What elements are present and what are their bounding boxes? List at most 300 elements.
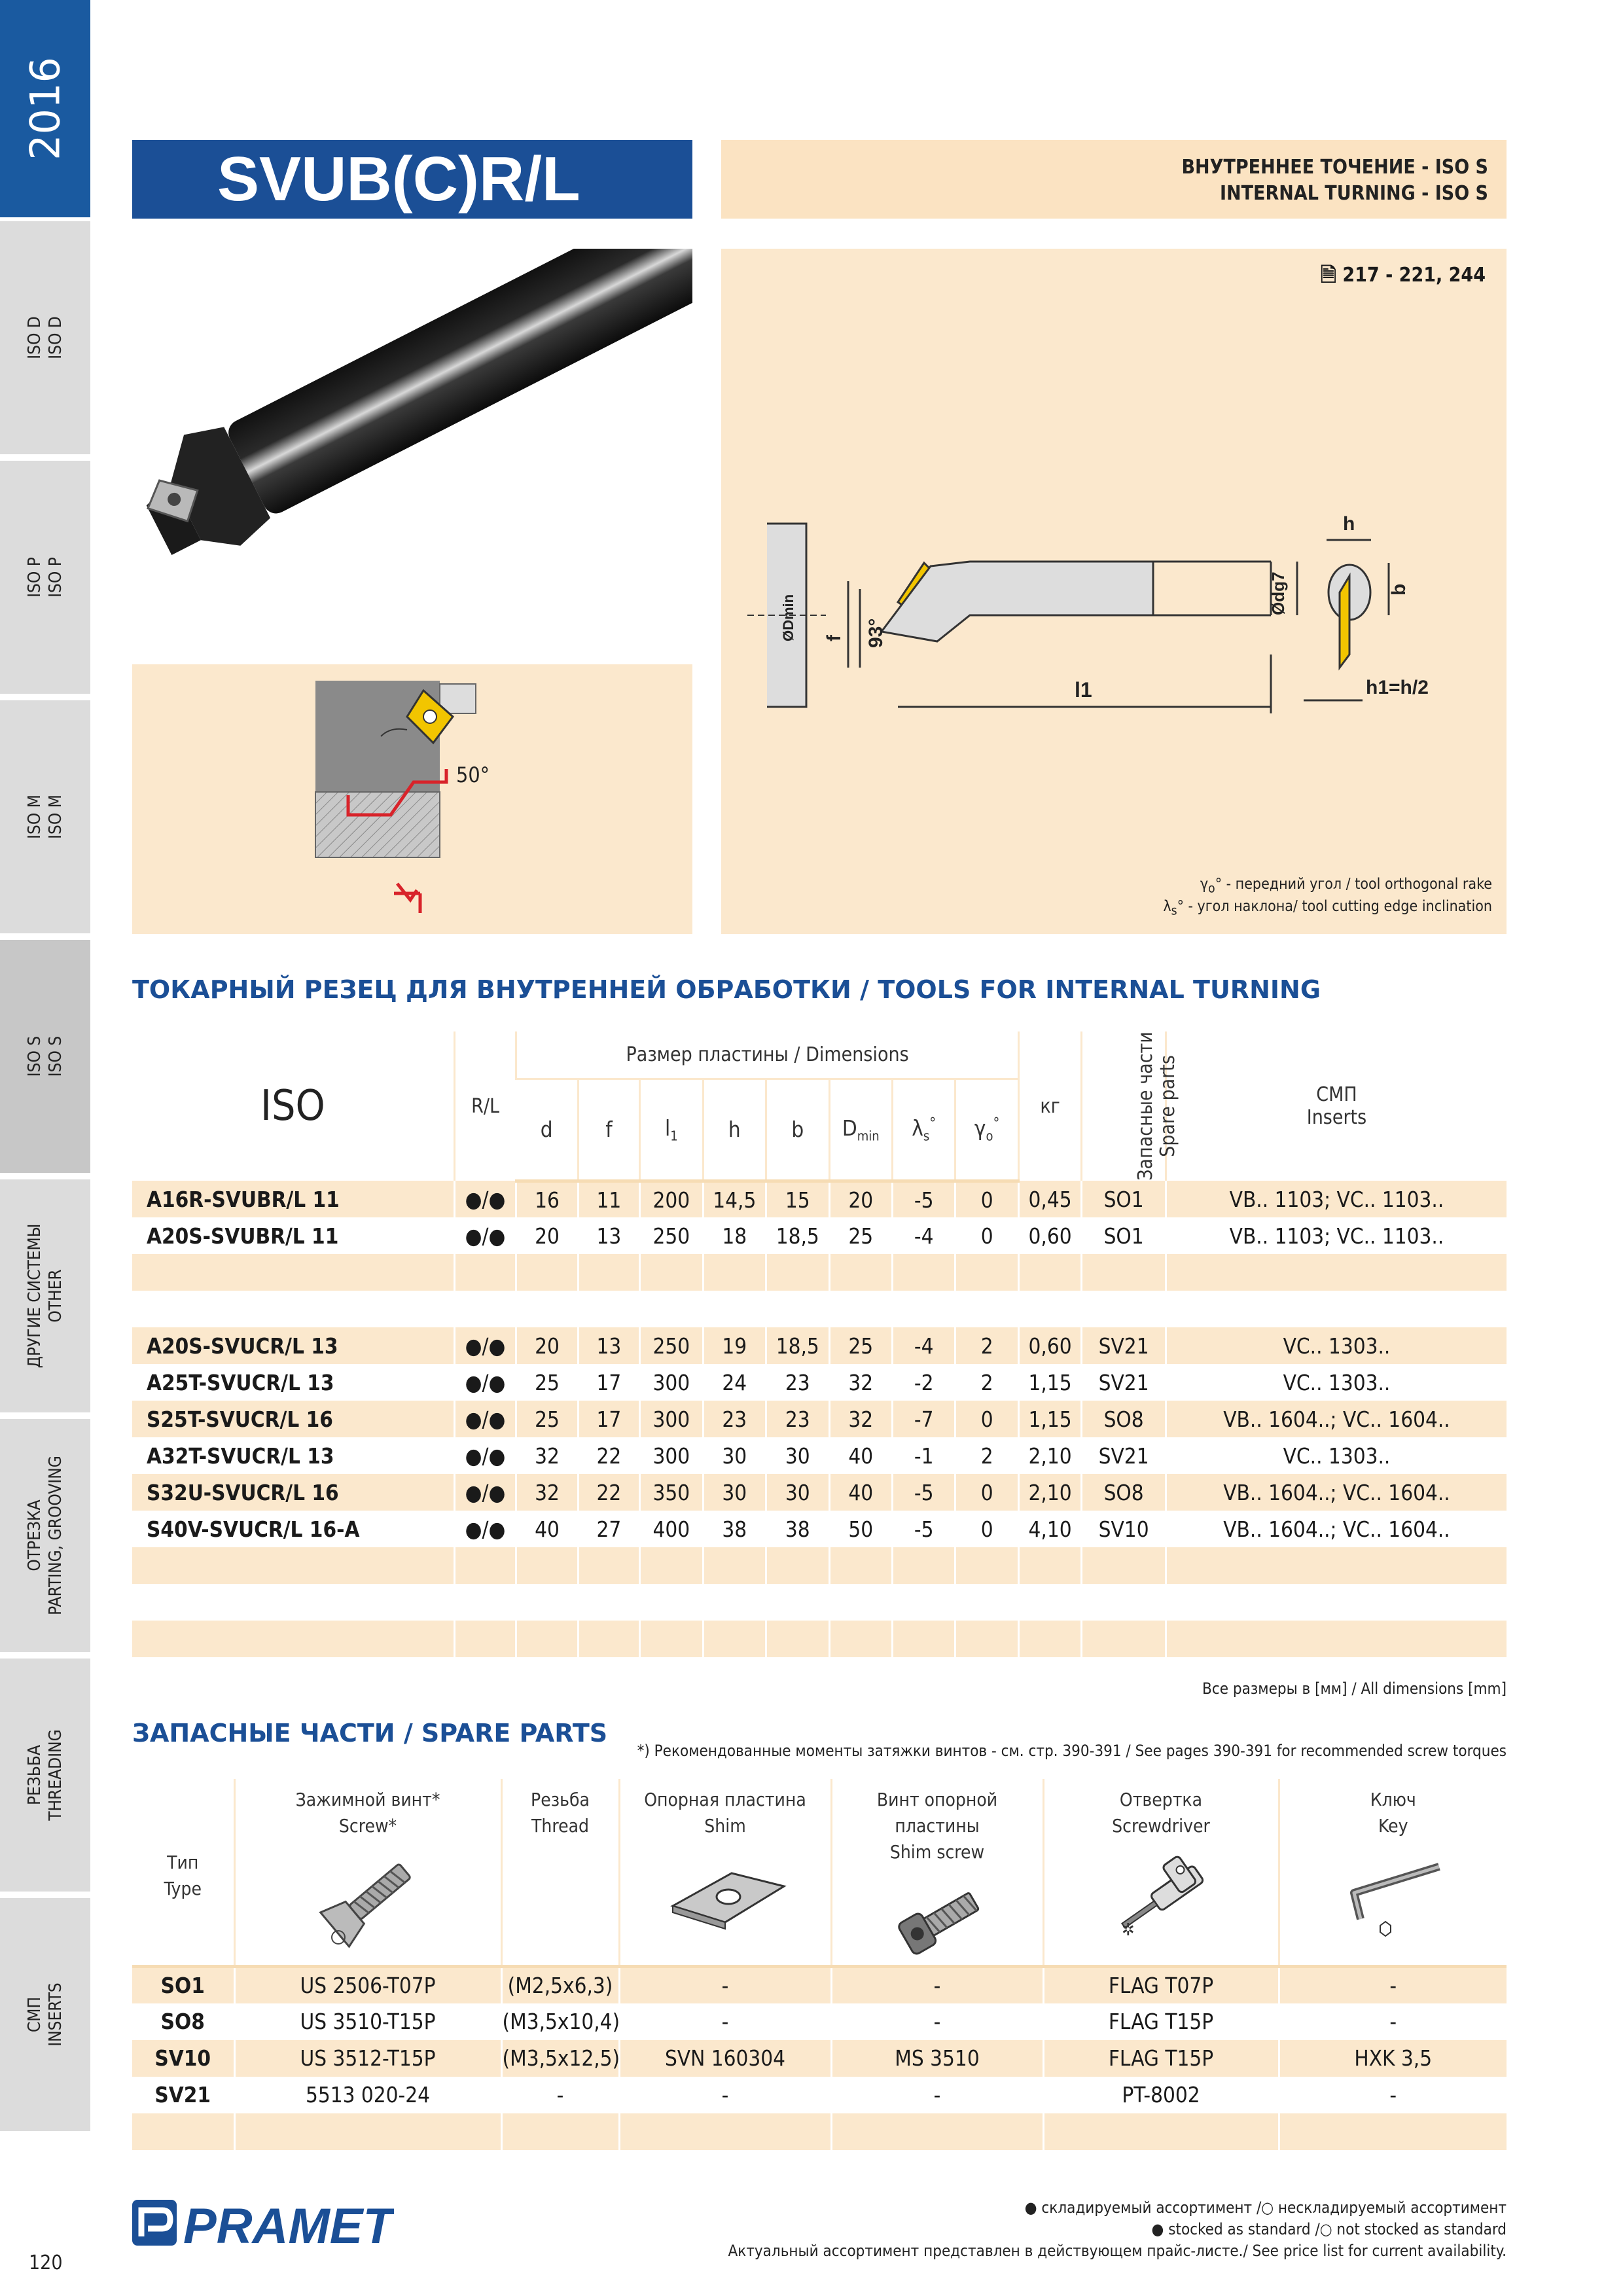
shim-screw-icon <box>832 1880 1043 1965</box>
cell-f: 13 <box>578 1327 639 1364</box>
cell-f: 17 <box>578 1364 639 1401</box>
table-row <box>132 1217 1507 1254</box>
cell-rl: ●/● <box>454 1364 516 1401</box>
cell-sp: SO1 <box>1082 1181 1166 1217</box>
cell-h <box>703 1621 766 1657</box>
spare-header-en: Screw* <box>338 1815 397 1837</box>
tools-section-title: ТОКАРНЫЙ РЕЗЕЦ ДЛЯ ВНУТРЕННЕЙ ОБРАБОТКИ / TOOLS FOR INTERNAL TURNING <box>132 975 1321 1004</box>
year-label: 2016 <box>21 57 69 160</box>
spare-cell: US 2506-T07P <box>234 1967 501 2003</box>
spare-cell: (M3,5x12,5) <box>501 2040 619 2077</box>
pramet-logo <box>132 2197 394 2252</box>
dimension-drawing-panel <box>721 249 1507 934</box>
cell-code <box>132 1621 454 1657</box>
cell-l1 <box>640 1584 703 1621</box>
cell-f: 13 <box>578 1217 639 1254</box>
cell-dmin: 32 <box>829 1401 892 1437</box>
spare-cell: - <box>831 2003 1043 2040</box>
spare-row <box>132 2003 1507 2040</box>
spare-parts-header: Запасные части Spare parts <box>1082 1031 1166 1181</box>
spare-cell <box>234 2113 501 2150</box>
cell-h <box>703 1584 766 1621</box>
spare-cell: FLAG T15P <box>1043 2040 1279 2077</box>
dim-col-header: b <box>766 1079 829 1181</box>
year-tab <box>0 0 90 217</box>
cell-rl <box>454 1291 516 1327</box>
inserts-header: СМП Inserts <box>1166 1031 1507 1181</box>
spare-header-2 <box>234 1779 501 1967</box>
spare-row <box>132 2077 1507 2113</box>
spare-header-1 <box>132 1779 234 1967</box>
cell-h: 18 <box>703 1217 766 1254</box>
cell-code <box>132 1254 454 1291</box>
cell-h <box>703 1547 766 1584</box>
dim-h: h <box>1343 513 1355 535</box>
cell-kg: 4,10 <box>1018 1511 1081 1547</box>
spare-cell: - <box>619 2003 831 2040</box>
spare-cell: PT-8002 <box>1043 2077 1279 2113</box>
cell-f <box>578 1547 639 1584</box>
spare-cell: MS 3510 <box>831 2040 1043 2077</box>
sidebar-tab-label: ISO P ISO P <box>25 557 65 598</box>
spare-row-empty <box>132 2113 1507 2150</box>
cell-rl <box>454 1254 516 1291</box>
sidebar-tab-7[interactable] <box>0 1655 90 1892</box>
legend-ru: ● складируемый ассортимент /○ нескладируемый ассортимент <box>1024 2198 1507 2217</box>
cell-code: A32T-SVUCR/L 13 <box>132 1437 454 1474</box>
cell-go <box>955 1291 1018 1327</box>
cell-d: 32 <box>516 1474 578 1511</box>
dim-dmin: ØDmin <box>780 594 796 641</box>
shim-icon <box>620 1854 830 1932</box>
table-row <box>132 1401 1507 1437</box>
cell-ls: -5 <box>892 1181 955 1217</box>
spare-cell <box>1279 2113 1507 2150</box>
table-row <box>132 1327 1507 1364</box>
cell-f <box>578 1291 639 1327</box>
cell-kg: 1,15 <box>1018 1401 1081 1437</box>
cell-rl: ●/● <box>454 1401 516 1437</box>
dim-l1: l1 <box>1075 678 1092 702</box>
cell-kg <box>1018 1547 1081 1584</box>
hex-key-icon <box>1280 1854 1507 1939</box>
cell-ls <box>892 1547 955 1584</box>
cell-h: 38 <box>703 1511 766 1547</box>
dim-h1: h1=h/2 <box>1366 677 1429 698</box>
spare-cell <box>501 2113 619 2150</box>
cell-sp <box>1082 1254 1166 1291</box>
cell-dmin <box>829 1291 892 1327</box>
cell-d <box>516 1254 578 1291</box>
cell-ls: -5 <box>892 1511 955 1547</box>
cell-go <box>955 1621 1018 1657</box>
cell-rl: ●/● <box>454 1327 516 1364</box>
spare-header-ru: Опорная пластина <box>644 1789 806 1810</box>
cell-dmin <box>829 1254 892 1291</box>
cell-dmin: 20 <box>829 1181 892 1217</box>
legend-en: ● stocked as standard /○ not stocked as standard <box>1151 2220 1507 2238</box>
spare-cell: FLAG T07P <box>1043 1967 1279 2003</box>
cell-sp: SV21 <box>1082 1437 1166 1474</box>
legend-rake: $\gamma_o^\circ$ - передний угол / tool orthogonal rake <box>1200 876 1492 896</box>
spare-header-3 <box>501 1779 619 1967</box>
table-row-empty <box>132 1621 1507 1657</box>
spare-header-en: Shim <box>704 1815 746 1837</box>
sidebar-tab-8[interactable] <box>0 1894 90 2131</box>
dimensions-note: Все размеры в [мм] / All dimensions [mm] <box>1202 1679 1507 1698</box>
cell-ins <box>1166 1621 1507 1657</box>
spare-header-ru: Резьба <box>531 1789 590 1810</box>
cell-h: 30 <box>703 1437 766 1474</box>
cell-rl: ●/● <box>454 1217 516 1254</box>
spare-cell: US 3512-T15P <box>234 2040 501 2077</box>
spare-cell: - <box>831 2077 1043 2113</box>
cell-kg <box>1018 1584 1081 1621</box>
sidebar-tab-2[interactable] <box>0 457 90 694</box>
spare-cell: SV21 <box>132 2077 234 2113</box>
cell-d: 40 <box>516 1511 578 1547</box>
cell-rl: ●/● <box>454 1181 516 1217</box>
table-row-empty <box>132 1547 1507 1584</box>
spare-cell: SO8 <box>132 2003 234 2040</box>
legend-inclination: $\lambda_s^\circ$ - угол наклона/ tool cutting edge inclination <box>1163 898 1492 918</box>
sidebar-tab-4[interactable] <box>0 936 90 1173</box>
cell-dmin: 40 <box>829 1437 892 1474</box>
spare-header-ru: Винт опорной пластины <box>876 1789 998 1837</box>
cell-rl: ●/● <box>454 1437 516 1474</box>
cell-ls: -7 <box>892 1401 955 1437</box>
footer-legend <box>728 2197 1507 2262</box>
subtitle-ru: ВНУТРЕННЕЕ ТОЧЕНИЕ - ISO S <box>1181 156 1488 179</box>
cell-d <box>516 1547 578 1584</box>
cell-ins: VC.. 1303.. <box>1166 1327 1507 1364</box>
cell-h <box>703 1291 766 1327</box>
cell-d <box>516 1621 578 1657</box>
spare-cell: (M3,5x10,4) <box>501 2003 619 2040</box>
approach-angle-label: 50° <box>456 762 490 787</box>
cell-rl <box>454 1584 516 1621</box>
table-row <box>132 1364 1507 1401</box>
dim-angle: 93° <box>865 618 887 648</box>
cell-go: 0 <box>955 1181 1018 1217</box>
cell-dmin <box>829 1621 892 1657</box>
kg-header: кг <box>1018 1031 1081 1181</box>
sidebar-tab-label: ISO D ISO D <box>25 316 65 359</box>
page-title: SVUB(C)R/L <box>132 140 692 219</box>
machining-scheme <box>132 664 692 934</box>
page-number: 120 <box>29 2251 63 2274</box>
dim-col-header: $\lambda_s^\circ$ <box>892 1079 955 1181</box>
cell-ins <box>1166 1547 1507 1584</box>
cell-ins: VC.. 1303.. <box>1166 1437 1507 1474</box>
cell-ins: VB.. 1604..; VC.. 1604.. <box>1166 1401 1507 1437</box>
pages-reference-text: 217 - 221, 244 <box>1342 264 1486 287</box>
cell-b: 30 <box>766 1474 829 1511</box>
table-row-empty <box>132 1584 1507 1621</box>
cell-kg: 2,10 <box>1018 1437 1081 1474</box>
dimension-drawing <box>721 249 1507 934</box>
spare-header-en: Key <box>1378 1815 1408 1837</box>
spare-cell: - <box>1279 1967 1507 2003</box>
cell-go <box>955 1584 1018 1621</box>
cell-sp <box>1082 1547 1166 1584</box>
sidebar-tab-5[interactable] <box>0 1175 90 1412</box>
spare-header-6 <box>1043 1779 1279 1967</box>
cell-code <box>132 1547 454 1584</box>
table-row <box>132 1437 1507 1474</box>
sidebar <box>0 0 90 2179</box>
cell-b: 18,5 <box>766 1217 829 1254</box>
spare-section-title: ЗАПАСНЫЕ ЧАСТИ / SPARE PARTS <box>132 1719 608 1748</box>
sidebar-tab-label: ОТРЕЗКА PARTING, GROOVING <box>25 1456 65 1615</box>
sidebar-tab-6[interactable] <box>0 1415 90 1652</box>
cell-ins: VB.. 1103; VC.. 1103.. <box>1166 1181 1507 1217</box>
spare-cell: - <box>831 1967 1043 2003</box>
cell-f: 17 <box>578 1401 639 1437</box>
spare-cell: SVN 160304 <box>619 2040 831 2077</box>
spare-cell: SV10 <box>132 2040 234 2077</box>
cell-kg: 0,60 <box>1018 1217 1081 1254</box>
cell-rl: ●/● <box>454 1511 516 1547</box>
dimensions-header: Размер пластины / Dimensions <box>516 1031 1019 1079</box>
cell-l1: 400 <box>640 1511 703 1547</box>
cell-h: 19 <box>703 1327 766 1364</box>
cell-code: A25T-SVUCR/L 13 <box>132 1364 454 1401</box>
cell-l1: 350 <box>640 1474 703 1511</box>
dim-col-header: f <box>578 1079 639 1181</box>
spare-cell: SO1 <box>132 1967 234 2003</box>
cell-ins <box>1166 1254 1507 1291</box>
spare-cell: 5513 020-24 <box>234 2077 501 2113</box>
cell-sp <box>1082 1584 1166 1621</box>
cell-f: 27 <box>578 1511 639 1547</box>
cell-ls <box>892 1291 955 1327</box>
cell-rl: ●/● <box>454 1474 516 1511</box>
svg-text:✲: ✲ <box>1122 1920 1135 1940</box>
cell-d: 32 <box>516 1437 578 1474</box>
sidebar-tab-label: СМП INSERTS <box>25 1982 65 2047</box>
dim-col-header: h <box>703 1079 766 1181</box>
cell-sp: SO8 <box>1082 1474 1166 1511</box>
cell-sp: SV21 <box>1082 1364 1166 1401</box>
cell-rl <box>454 1621 516 1657</box>
cell-b: 23 <box>766 1401 829 1437</box>
rl-header: R/L <box>454 1031 516 1181</box>
spare-cell: - <box>1279 2077 1507 2113</box>
cell-l1: 200 <box>640 1181 703 1217</box>
cell-b: 30 <box>766 1437 829 1474</box>
cell-dmin: 40 <box>829 1474 892 1511</box>
dim-f: f <box>823 635 845 641</box>
cell-l1: 250 <box>640 1327 703 1364</box>
cell-kg: 1,15 <box>1018 1364 1081 1401</box>
sidebar-tab-label: ISO M ISO M <box>25 795 65 839</box>
spare-header-en: Thread <box>531 1815 590 1837</box>
cell-h: 23 <box>703 1401 766 1437</box>
cell-code: A16R-SVUBR/L 11 <box>132 1181 454 1217</box>
cell-h: 24 <box>703 1364 766 1401</box>
spare-header-en: Shim screw <box>889 1841 985 1863</box>
spare-row <box>132 2040 1507 2077</box>
screwdriver-icon <box>1044 1854 1278 1945</box>
cell-dmin <box>829 1547 892 1584</box>
cell-b: 23 <box>766 1364 829 1401</box>
cell-rl <box>454 1547 516 1584</box>
cell-ins: VB.. 1604..; VC.. 1604.. <box>1166 1511 1507 1547</box>
cell-kg <box>1018 1291 1081 1327</box>
spare-parts-table <box>132 1779 1507 2150</box>
cell-go: 0 <box>955 1401 1018 1437</box>
cell-go <box>955 1254 1018 1291</box>
cell-ls <box>892 1621 955 1657</box>
tools-table-header <box>132 1031 1507 1181</box>
cell-d: 25 <box>516 1401 578 1437</box>
cell-f: 22 <box>578 1437 639 1474</box>
cell-b <box>766 1547 829 1584</box>
spare-cell <box>619 2113 831 2150</box>
dim-col-header: d <box>516 1079 578 1181</box>
cell-ls <box>892 1584 955 1621</box>
cell-ls: -4 <box>892 1327 955 1364</box>
spare-row <box>132 1967 1507 2003</box>
cell-code: S25T-SVUCR/L 16 <box>132 1401 454 1437</box>
page-subtitle <box>721 140 1507 219</box>
cell-dmin: 32 <box>829 1364 892 1401</box>
cell-l1: 300 <box>640 1401 703 1437</box>
cell-sp: SV10 <box>1082 1511 1166 1547</box>
cell-go: 2 <box>955 1327 1018 1364</box>
cell-kg <box>1018 1254 1081 1291</box>
table-row <box>132 1181 1507 1217</box>
cell-sp <box>1082 1291 1166 1327</box>
cell-ls: -5 <box>892 1474 955 1511</box>
cell-b <box>766 1584 829 1621</box>
cell-go: 0 <box>955 1511 1018 1547</box>
cell-f <box>578 1584 639 1621</box>
cell-d: 25 <box>516 1364 578 1401</box>
sidebar-tab-1[interactable] <box>0 217 90 454</box>
spare-header-7 <box>1279 1779 1507 1967</box>
cell-l1: 250 <box>640 1217 703 1254</box>
cell-ins: VB.. 1103; VC.. 1103.. <box>1166 1217 1507 1254</box>
spare-cell: - <box>1279 2003 1507 2040</box>
cell-code: S40V-SVUCR/L 16-A <box>132 1511 454 1547</box>
spare-cell <box>1043 2113 1279 2150</box>
spare-cell: FLAG T15P <box>1043 2003 1279 2040</box>
product-photo <box>132 249 692 638</box>
cell-sp: SV21 <box>1082 1327 1166 1364</box>
cell-l1 <box>640 1254 703 1291</box>
dim-col-header: $l_1$ <box>640 1079 703 1181</box>
spare-cell: (M2,5x6,3) <box>501 1967 619 2003</box>
cell-go: 0 <box>955 1474 1018 1511</box>
table-row <box>132 1511 1507 1547</box>
cell-dmin: 25 <box>829 1327 892 1364</box>
spare-header-ru: Отвертка <box>1119 1789 1203 1810</box>
cell-ls: -2 <box>892 1364 955 1401</box>
cell-dmin <box>829 1584 892 1621</box>
spare-header-ru: Тип <box>167 1852 199 1873</box>
cell-ls <box>892 1254 955 1291</box>
cell-d: 16 <box>516 1181 578 1217</box>
cell-go <box>955 1547 1018 1584</box>
cell-l1: 300 <box>640 1437 703 1474</box>
cell-b: 38 <box>766 1511 829 1547</box>
cell-b: 15 <box>766 1181 829 1217</box>
cell-go: 2 <box>955 1437 1018 1474</box>
spare-header-5 <box>831 1779 1043 1967</box>
cell-code: S32U-SVUCR/L 16 <box>132 1474 454 1511</box>
cell-kg: 0,45 <box>1018 1181 1081 1217</box>
cell-ls: -1 <box>892 1437 955 1474</box>
toolholder-photo <box>132 249 692 638</box>
tools-table <box>132 1031 1507 1657</box>
cell-d <box>516 1291 578 1327</box>
spare-cell: - <box>501 2077 619 2113</box>
cell-b <box>766 1291 829 1327</box>
cell-ins <box>1166 1584 1507 1621</box>
cell-h: 30 <box>703 1474 766 1511</box>
cell-go: 0 <box>955 1217 1018 1254</box>
cell-dmin: 50 <box>829 1511 892 1547</box>
cell-dmin: 25 <box>829 1217 892 1254</box>
sidebar-tab-label: РЕЗЬБА THREADING <box>25 1729 65 1821</box>
cell-kg <box>1018 1621 1081 1657</box>
cell-code <box>132 1291 454 1327</box>
cell-l1: 300 <box>640 1364 703 1401</box>
cell-code: A20S-SVUCR/L 13 <box>132 1327 454 1364</box>
cell-l1 <box>640 1291 703 1327</box>
cell-d: 20 <box>516 1217 578 1254</box>
dim-col-header: $\gamma_o^\circ$ <box>955 1079 1018 1181</box>
spare-cell: - <box>619 1967 831 2003</box>
cell-ls: -4 <box>892 1217 955 1254</box>
availability-note: Актуальный ассортимент представлен в действующем прайс-листе./ See price list for current availability. <box>728 2242 1507 2260</box>
cell-f: 11 <box>578 1181 639 1217</box>
cell-code <box>132 1584 454 1621</box>
cell-l1 <box>640 1621 703 1657</box>
cell-sp: SO1 <box>1082 1217 1166 1254</box>
scheme-drawing <box>132 664 692 934</box>
table-row-empty <box>132 1254 1507 1291</box>
cell-kg: 0,60 <box>1018 1327 1081 1364</box>
dim-ddg7: Ødg7 <box>1268 571 1288 615</box>
document-icon: 🗎 <box>1320 264 1343 287</box>
cell-f <box>578 1621 639 1657</box>
cell-f <box>578 1254 639 1291</box>
table-row <box>132 1474 1507 1511</box>
cell-b <box>766 1254 829 1291</box>
iso-header: ISO <box>132 1031 454 1181</box>
brand-name: PRAMET <box>183 2198 393 2250</box>
sidebar-tab-3[interactable] <box>0 696 90 933</box>
spare-cell: HXK 3,5 <box>1279 2040 1507 2077</box>
cell-ins: VB.. 1604..; VC.. 1604.. <box>1166 1474 1507 1511</box>
sidebar-tab-label: ДРУГИЕ СИСТЕМЫ OTHER <box>25 1223 65 1369</box>
spare-cell <box>831 2113 1043 2150</box>
cell-ins: VC.. 1303.. <box>1166 1364 1507 1401</box>
spare-cell: US 3510-T15P <box>234 2003 501 2040</box>
dim-col-header: $D_{min}$ <box>829 1079 892 1181</box>
spare-cell: - <box>619 2077 831 2113</box>
cell-h: 14,5 <box>703 1181 766 1217</box>
subtitle-en: INTERNAL TURNING - ISO S <box>1219 182 1488 205</box>
cell-ins <box>1166 1291 1507 1327</box>
cell-b <box>766 1621 829 1657</box>
spare-header-ru: Зажимной винт* <box>295 1789 440 1810</box>
screw-torque-note: *) Рекомендованные моменты затяжки винтов - см. стр. 390-391 / See pages 390-391 for recommended screw torques <box>637 1742 1507 1760</box>
cell-h <box>703 1254 766 1291</box>
